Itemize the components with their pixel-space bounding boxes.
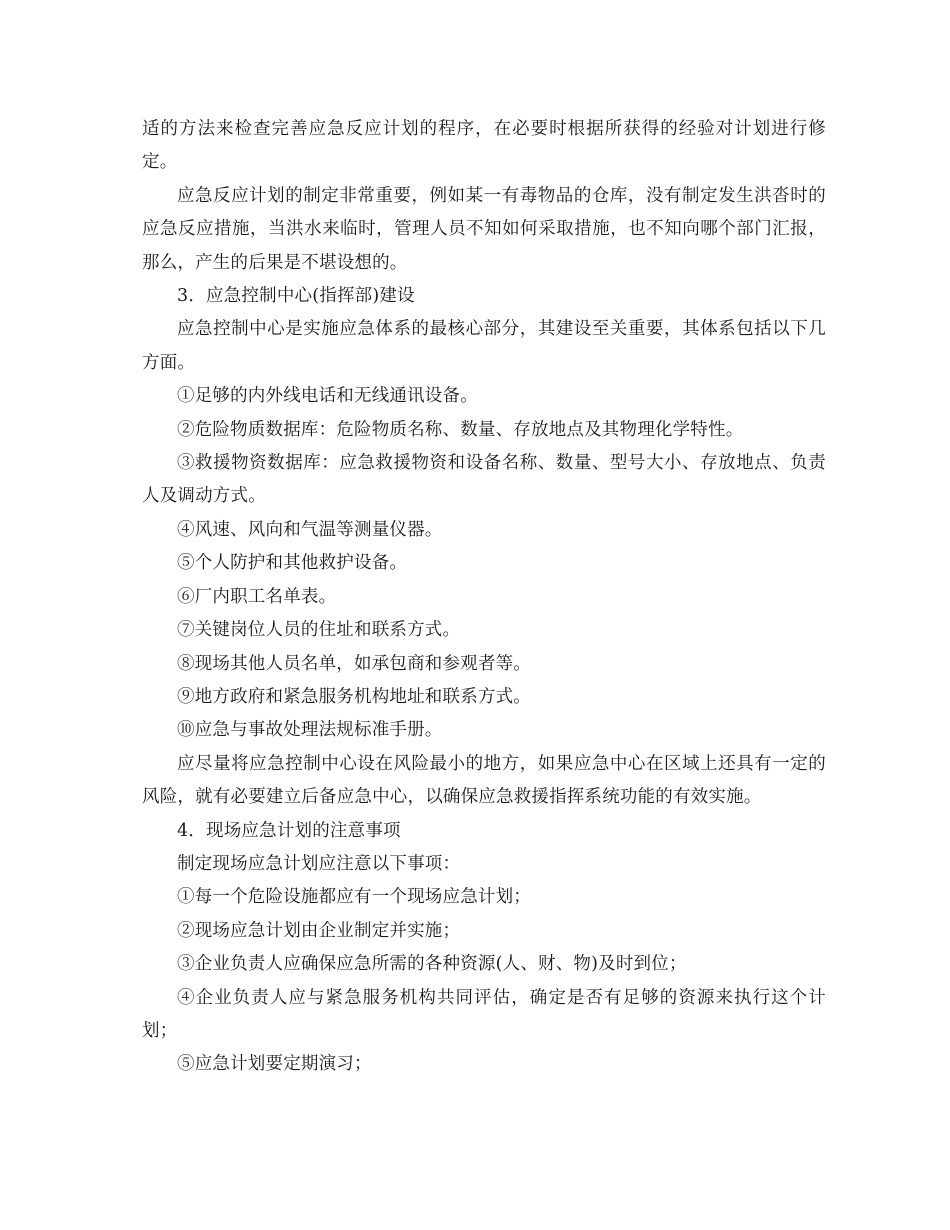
note-item-1: ①每一个危险设施都应有一个现场应急计划； bbox=[177, 887, 531, 908]
paragraph-control-center-intro: 应急控制中心是实施应急体系的最核心部分，其建设至关重要，其体系包括以下几方面。 bbox=[142, 319, 826, 373]
list-item-5: ⑤个人防护和其他救护设备。 bbox=[177, 553, 408, 574]
paragraph-notes-intro: 制定现场应急计划应注意以下事项： bbox=[177, 853, 461, 874]
list-item-9: ⑨地方政府和紧急服务机构地址和联系方式。 bbox=[177, 686, 531, 707]
list-item-2: ②危险物质数据库：危险物质名称、数量、存放地点及其物理化学特性。 bbox=[177, 419, 744, 440]
note-item-2: ②现场应急计划由企业制定并实施； bbox=[177, 920, 461, 941]
section-heading-3: 3．应急控制中心(指挥部)建设 bbox=[177, 286, 415, 307]
list-item-8: ⑧现场其他人员名单，如承包商和参观者等。 bbox=[177, 653, 531, 674]
note-item-4: ④企业负责人应与紧急服务机构共同评估，确定是否有足够的资源来执行这个计划； bbox=[142, 987, 826, 1041]
list-item-10: ⑩应急与事故处理法规标准手册。 bbox=[177, 720, 443, 741]
document-body bbox=[142, 113, 826, 1082]
list-item-3: ③救援物资数据库：应急救援物资和设备名称、数量、型号大小、存放地点、负责人及调动方式。 bbox=[142, 453, 826, 507]
paragraph-importance: 应急反应计划的制定非常重要，例如某一有毒物品的仓库，没有制定发生洪沓时的应急反应措施，当洪水来临时，管理人员不知如何采取措施，也不知向哪个部门汇报，那么，产生的后果是不堪设想的。 bbox=[142, 185, 826, 273]
list-item-7: ⑦关键岗位人员的住址和联系方式。 bbox=[177, 620, 461, 641]
list-item-6: ⑥厂内职工名单表。 bbox=[177, 586, 337, 607]
section-heading-4: 4．现场应急计划的注意事项 bbox=[177, 820, 401, 841]
paragraph-backup-center: 应尽量将应急控制中心设在风险最小的地方，如果应急中心在区域上还具有一定的风险，就有必要建立后备应急中心，以确保应急救援指挥系统功能的有效实施。 bbox=[142, 753, 826, 808]
note-item-3: ③企业负责人应确保应急所需的各种资源(人、财、物)及时到位； bbox=[177, 954, 687, 975]
list-item-4: ④风速、风向和气温等测量仪器。 bbox=[177, 519, 443, 540]
paragraph-continuation: 适的方法来检查完善应急反应计划的程序，在必要时根据所获得的经验对计划进行修定。 bbox=[142, 119, 826, 173]
note-item-5: ⑤应急计划要定期演习； bbox=[177, 1054, 372, 1075]
list-item-1: ①足够的内外线电话和无线通讯设备。 bbox=[177, 386, 478, 407]
